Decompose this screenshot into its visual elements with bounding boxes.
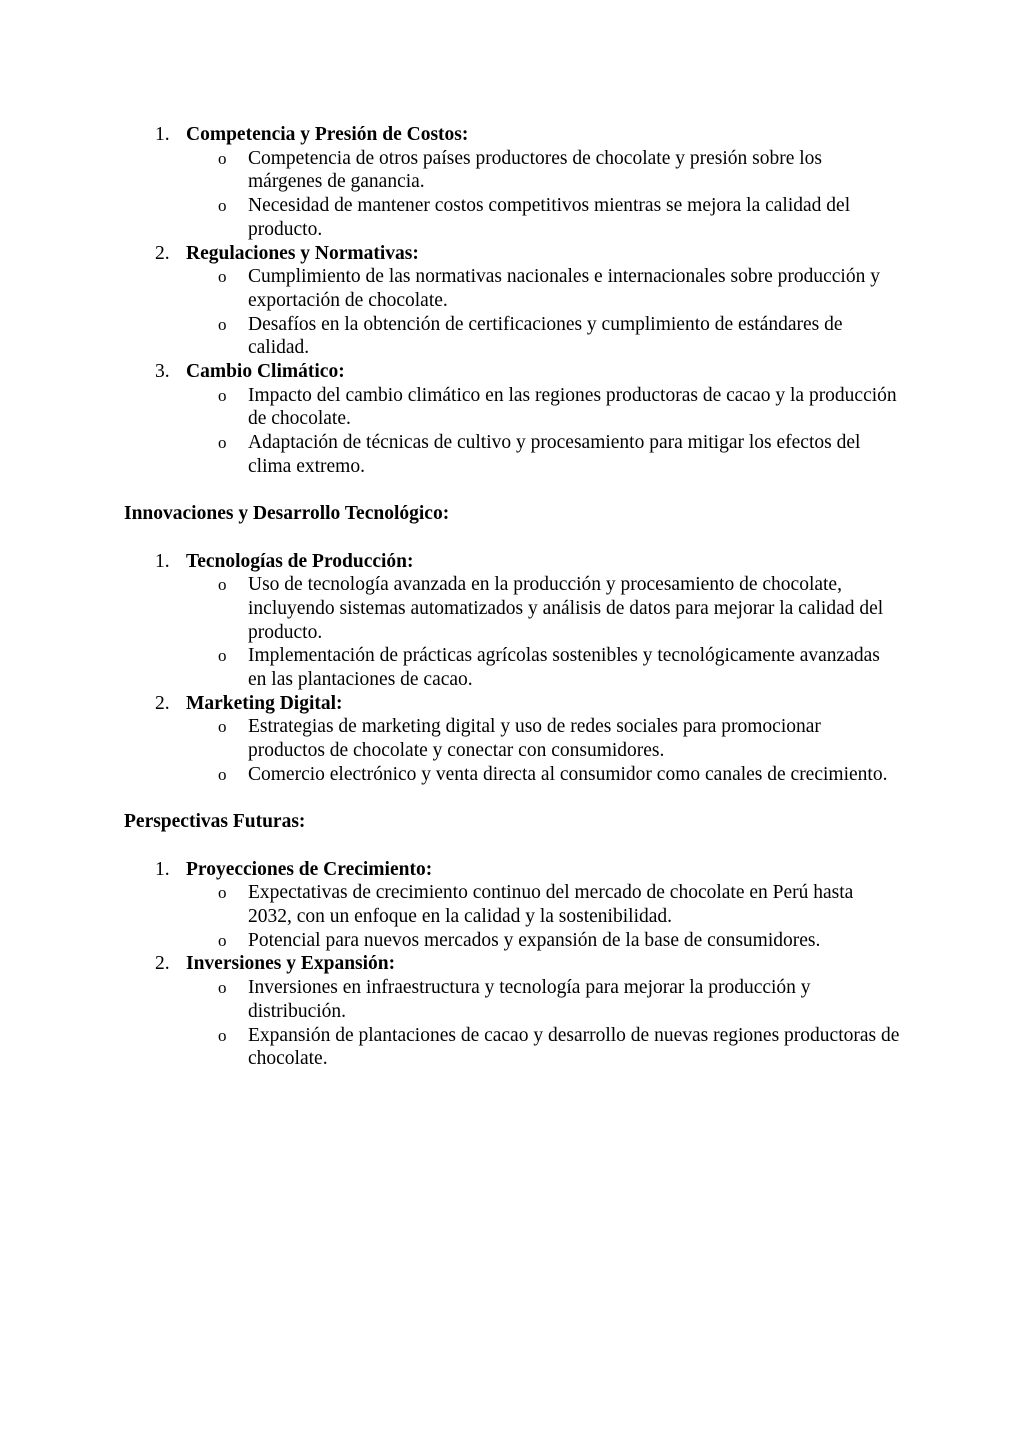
list-item-title: Regulaciones y Normativas: xyxy=(186,242,419,264)
bullet-text: Competencia de otros países productores de chocolate y presión sobre los márgenes de ganancia. xyxy=(248,147,823,193)
bullet-text: Implementación de prácticas agrícolas sostenibles y tecnológicamente avanzadas en las plantaciones de cacao. xyxy=(248,645,880,691)
list-item-title: Tecnologías de Producción: xyxy=(186,550,414,572)
bullet-item xyxy=(218,147,900,194)
bullet-text: Estrategias de marketing digital y uso de redes sociales para promocionar productos de chocolate y conectar con consumidores. xyxy=(248,716,821,762)
bullet-item xyxy=(218,763,900,787)
document-section xyxy=(0,787,1023,1071)
bullet-item xyxy=(218,265,900,312)
numbered-list-item xyxy=(0,242,1023,361)
section-heading: Perspectivas Futuras: xyxy=(124,811,306,833)
bullet-item xyxy=(218,431,900,478)
numbered-list-item xyxy=(0,123,1023,242)
bullet-marker-icon: o xyxy=(218,148,227,168)
bullet-marker-icon: o xyxy=(218,433,227,453)
bullet-marker-icon: o xyxy=(218,267,227,287)
numbered-list-item xyxy=(0,360,1023,479)
bullet-text: Comercio electrónico y venta directa al consumidor como canales de crecimiento. xyxy=(248,763,888,785)
bullet-marker-icon: o xyxy=(218,196,227,216)
document-section xyxy=(0,479,1023,787)
bullet-marker-icon: o xyxy=(218,978,227,998)
bullet-text: Potencial para nuevos mercados y expansión de la base de consumidores. xyxy=(248,929,821,951)
bullet-text: Uso de tecnología avanzada en la producción y procesamiento de chocolate, incluyendo sistemas automatizados y análisis de datos para mejorar la calidad del producto. xyxy=(248,574,884,643)
bullet-marker-icon: o xyxy=(218,1025,227,1045)
bullet-text: Impacto del cambio climático en las regiones productoras de cacao y la producción de chocolate. xyxy=(248,384,897,430)
bullet-item xyxy=(218,929,900,953)
bullet-text: Inversiones en infraestructura y tecnología para mejorar la producción y distribución. xyxy=(248,977,811,1022)
list-item-title: Marketing Digital: xyxy=(186,692,343,714)
bullet-item xyxy=(218,1024,900,1071)
bullet-text: Cumplimiento de las normativas nacionales e internacionales sobre producción y exportación de chocolate. xyxy=(248,266,880,311)
list-item-number: 2. xyxy=(155,692,170,714)
bullet-marker-icon: o xyxy=(218,930,227,950)
document-section xyxy=(0,123,1023,479)
bullet-item xyxy=(218,976,900,1023)
list-item-number: 2. xyxy=(155,953,170,975)
numbered-list-item xyxy=(0,692,1023,787)
list-item-title: Proyecciones de Crecimiento: xyxy=(186,858,433,880)
bullet-marker-icon: o xyxy=(218,575,227,595)
bullet-marker-icon: o xyxy=(218,717,227,737)
numbered-list-item xyxy=(0,550,1023,692)
list-item-number: 1. xyxy=(155,124,170,145)
list-item-title: Cambio Climático: xyxy=(186,361,345,382)
bullet-text: Necesidad de mantener costos competitivos mientras se mejora la calidad del producto. xyxy=(248,195,851,240)
list-item-title: Competencia y Presión de Costos: xyxy=(186,124,469,145)
bullet-item xyxy=(218,644,900,691)
bullet-item xyxy=(218,313,900,360)
bullet-item xyxy=(218,573,900,644)
bullet-item xyxy=(218,881,900,928)
bullet-item xyxy=(218,384,900,431)
bullet-text: Expectativas de crecimiento continuo del mercado de chocolate en Perú hasta 2032, con un enfoque en la calidad y la sostenibilidad. xyxy=(248,882,854,928)
bullet-marker-icon: o xyxy=(218,385,227,405)
section-heading: Innovaciones y Desarrollo Tecnológico: xyxy=(124,503,450,525)
list-item-number: 3. xyxy=(155,361,170,382)
document-page xyxy=(0,123,1023,1071)
list-item-title: Inversiones y Expansión: xyxy=(186,953,396,975)
list-item-number: 2. xyxy=(155,242,170,264)
list-item-number: 1. xyxy=(155,858,170,880)
numbered-list-item xyxy=(0,858,1023,953)
bullet-text: Adaptación de técnicas de cultivo y procesamiento para mitigar los efectos del clima extremo. xyxy=(248,432,861,477)
list-item-number: 1. xyxy=(155,550,170,572)
bullet-item xyxy=(218,715,900,762)
numbered-list-item xyxy=(0,952,1023,1071)
bullet-marker-icon: o xyxy=(218,314,227,334)
bullet-marker-icon: o xyxy=(218,764,227,784)
bullet-item xyxy=(218,194,900,241)
bullet-marker-icon: o xyxy=(218,883,227,903)
bullet-text: Expansión de plantaciones de cacao y desarrollo de nuevas regiones productoras de chocolate. xyxy=(248,1024,900,1070)
bullet-marker-icon: o xyxy=(218,646,227,666)
bullet-text: Desafíos en la obtención de certificaciones y cumplimiento de estándares de calidad. xyxy=(248,313,843,359)
